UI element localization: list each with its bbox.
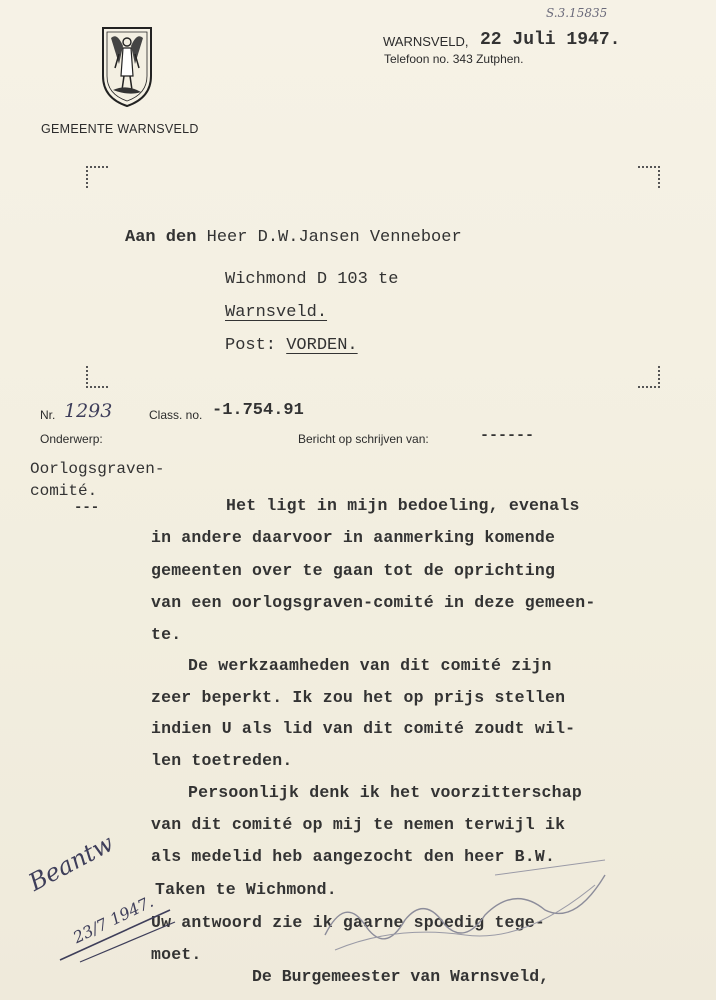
handwritten-strokes xyxy=(50,900,180,970)
bericht-label: Bericht op schrijven van: xyxy=(298,432,429,446)
post-value: VORDEN. xyxy=(286,336,358,355)
address-corner-bottom-left xyxy=(86,366,108,388)
subject-line-1: Oorlogsgraven- xyxy=(30,460,165,478)
address-aan: Aan den xyxy=(125,228,197,247)
coat-of-arms-icon xyxy=(99,24,155,108)
address-line-1 xyxy=(125,228,462,247)
nr-label: Nr. xyxy=(40,408,56,422)
body-line: gemeenten over te gaan tot de oprichting xyxy=(151,561,556,580)
municipality-name: GEMEENTE WARNSVELD xyxy=(41,122,199,136)
body-line: als medelid heb aangezocht den heer B.W. xyxy=(151,847,556,866)
letter-place: WARNSVELD, xyxy=(383,34,469,49)
address-line-3: Warnsveld. xyxy=(225,303,328,322)
closing-line: De Burgemeester van Warnsveld, xyxy=(252,967,550,986)
phone-number: Telefoon no. 343 Zutphen. xyxy=(384,52,524,66)
body-line: Taken te Wichmond. xyxy=(155,880,337,899)
body-line: van dit comité op mij te nemen terwijl ik xyxy=(151,815,566,834)
body-line: in andere daarvoor in aanmerking komende xyxy=(151,528,556,547)
address-recipient: Heer D.W.Jansen Venneboer xyxy=(206,228,462,247)
body-line: moet. xyxy=(151,945,202,964)
subject-line-2: comité. xyxy=(30,482,98,500)
nr-value: 1293 xyxy=(64,400,113,422)
body-line: Persoonlijk denk ik het voorzitterschap xyxy=(188,783,582,802)
class-value: -1.754.91 xyxy=(212,401,304,420)
bericht-value: ------ xyxy=(480,427,535,444)
body-line: Het ligt in mijn bedoeling, evenals xyxy=(226,496,580,515)
class-label: Class. no. xyxy=(149,408,203,422)
address-corner-top-left xyxy=(86,166,108,188)
address-corner-top-right xyxy=(638,166,660,188)
address-line-2: Wichmond D 103 te xyxy=(225,270,399,289)
handwritten-date: 23/7 1947. xyxy=(70,891,157,948)
subject-underline: --- xyxy=(74,500,100,516)
onderwerp-label: Onderwerp: xyxy=(40,432,103,446)
body-line: De werkzaamheden van dit comité zijn xyxy=(188,656,552,675)
address-line-4 xyxy=(225,336,358,355)
signature-scribble xyxy=(315,855,615,965)
archive-number: S.3.15835 xyxy=(546,6,608,20)
body-line: van een oorlogsgraven-comité in deze gemeen- xyxy=(151,593,596,612)
body-line: len toetreden. xyxy=(151,751,293,770)
body-line: Uw antwoord zie ik gaarne spoedig tege- xyxy=(151,913,545,932)
body-line: te. xyxy=(151,625,182,644)
address-corner-bottom-right xyxy=(638,366,660,388)
body-line: zeer beperkt. Ik zou het op prijs stellen xyxy=(151,688,566,707)
handwritten-note: Beantw xyxy=(24,828,119,897)
body-line: indien U als lid van dit comité zoudt wil- xyxy=(151,719,576,738)
letter-date: 22 Juli 1947. xyxy=(480,30,621,50)
post-label: Post: xyxy=(225,336,277,355)
